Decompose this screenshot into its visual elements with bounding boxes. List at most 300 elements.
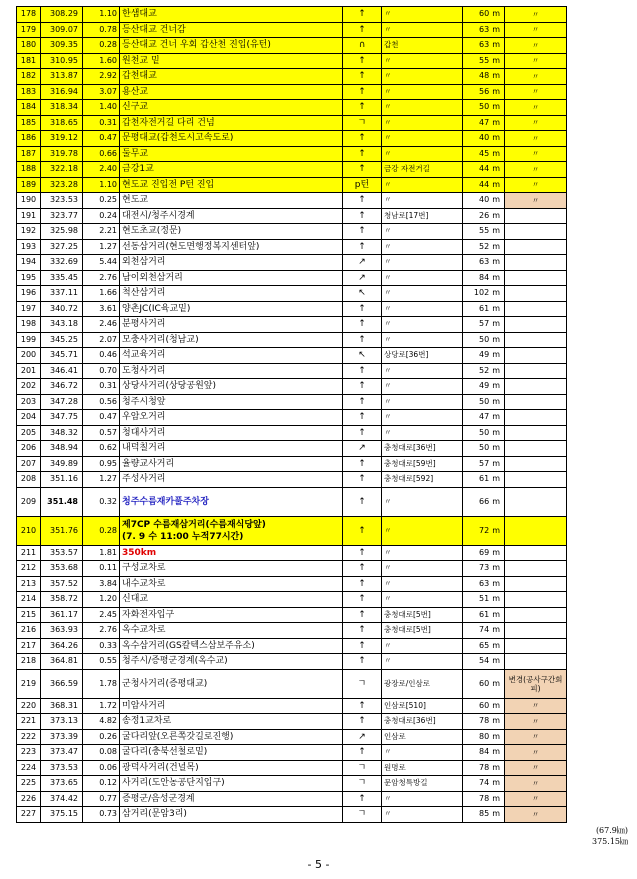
road-width [463, 22, 505, 38]
road-width [463, 516, 505, 545]
direction-arrow: ↑ [343, 654, 382, 670]
row-number: 196 [17, 286, 41, 302]
cumulative-km: 346.72 [41, 379, 83, 395]
width-unit: m [492, 578, 500, 588]
section-distance: (67.9㎞) [595, 826, 628, 835]
road-width [463, 472, 505, 488]
width-unit: m [492, 547, 500, 557]
road-name: 〃 [382, 425, 463, 441]
width-value: 47 [479, 117, 490, 127]
segment-km: 2.46 [83, 317, 120, 333]
place-name [120, 623, 343, 639]
place-label: 남이외천삼거리 [122, 272, 183, 283]
place-name [120, 348, 343, 364]
segment-km: 0.25 [83, 193, 120, 209]
remark: 〃 [505, 100, 567, 116]
road-width [463, 545, 505, 561]
table-row [17, 146, 567, 162]
place-label: 굴다리(충북선철로밑) [122, 747, 208, 758]
segment-km: 0.28 [83, 516, 120, 545]
segment-km: 0.28 [83, 38, 120, 54]
remark: 변경(공사구간회피) [505, 669, 567, 698]
width-value: 60 [479, 700, 490, 710]
road-width [463, 286, 505, 302]
road-name: 〃 [382, 53, 463, 69]
remark [505, 425, 567, 441]
place-name [120, 22, 343, 38]
place-label: 용산교 [122, 86, 149, 97]
place-label: 350km [122, 547, 157, 558]
place-name [120, 224, 343, 240]
road-width [463, 592, 505, 608]
remark: 〃 [505, 745, 567, 761]
remark: 〃 [505, 53, 567, 69]
place-name [120, 193, 343, 209]
road-name: 〃 [382, 301, 463, 317]
width-unit: m [492, 656, 500, 666]
width-value: 84 [479, 747, 490, 757]
table-row [17, 425, 567, 441]
cumulative-km: 309.07 [41, 22, 83, 38]
road-name: 〃 [382, 286, 463, 302]
cumulative-km: 353.68 [41, 561, 83, 577]
cumulative-km: 316.94 [41, 84, 83, 100]
road-width [463, 807, 505, 823]
direction-arrow: ↑ [343, 576, 382, 592]
road-width [463, 745, 505, 761]
remark: 〃 [505, 791, 567, 807]
road-name: 〃 [382, 592, 463, 608]
place-name [120, 472, 343, 488]
road-width [463, 84, 505, 100]
direction-arrow: ↗ [343, 255, 382, 271]
place-label: 옥수교차로 [122, 625, 166, 636]
road-name: 〃 [382, 576, 463, 592]
road-width [463, 38, 505, 54]
cumulative-km: 373.39 [41, 729, 83, 745]
remark [505, 239, 567, 255]
cumulative-km: 373.13 [41, 714, 83, 730]
table-row [17, 654, 567, 670]
width-unit: m [492, 427, 500, 437]
table-row [17, 561, 567, 577]
row-number: 197 [17, 301, 41, 317]
road-width [463, 441, 505, 457]
remark: 〃 [505, 22, 567, 38]
remark: 〃 [505, 776, 567, 792]
road-name: 갑천 [382, 38, 463, 54]
direction-arrow: ↑ [343, 84, 382, 100]
cumulative-km: 361.17 [41, 607, 83, 623]
width-value: 74 [479, 778, 490, 788]
width-unit: m [492, 496, 500, 506]
row-number: 225 [17, 776, 41, 792]
road-name: 〃 [382, 332, 463, 348]
segment-km: 0.32 [83, 487, 120, 516]
road-name: 〃 [382, 545, 463, 561]
segment-km: 1.10 [83, 177, 120, 193]
place-name [120, 332, 343, 348]
width-unit: m [492, 226, 500, 236]
row-number: 202 [17, 379, 41, 395]
row-number: 186 [17, 131, 41, 147]
place-label: 내수교차로 [122, 578, 166, 589]
remark [505, 545, 567, 561]
road-name: 문암청특방길 [382, 776, 463, 792]
width-unit: m [492, 793, 500, 803]
row-number: 191 [17, 208, 41, 224]
segment-km: 1.20 [83, 592, 120, 608]
segment-km: 0.26 [83, 729, 120, 745]
road-name: 〃 [382, 487, 463, 516]
width-value: 26 [479, 210, 490, 220]
cumulative-km: 343.18 [41, 317, 83, 333]
place-label: 증평군/음성군경계 [122, 793, 195, 804]
width-value: 54 [479, 656, 490, 666]
road-name: 〃 [382, 115, 463, 131]
cumulative-km: 347.75 [41, 410, 83, 426]
remark: 〃 [505, 807, 567, 823]
row-number: 185 [17, 115, 41, 131]
place-name [120, 760, 343, 776]
width-value: 66 [479, 496, 490, 506]
segment-km: 0.66 [83, 146, 120, 162]
segment-km: 0.55 [83, 654, 120, 670]
table-row [17, 332, 567, 348]
row-number: 220 [17, 698, 41, 714]
row-number: 207 [17, 456, 41, 472]
table-row [17, 162, 567, 178]
cumulative-km: 319.78 [41, 146, 83, 162]
width-value: 48 [479, 71, 490, 81]
place-name [120, 425, 343, 441]
road-name: 〃 [382, 84, 463, 100]
road-width [463, 456, 505, 472]
width-unit: m [492, 40, 500, 50]
segment-km: 0.73 [83, 807, 120, 823]
width-value: 50 [479, 102, 490, 112]
table-row [17, 729, 567, 745]
cumulative-km: 348.94 [41, 441, 83, 457]
segment-km: 1.78 [83, 669, 120, 698]
road-width [463, 162, 505, 178]
width-value: 78 [479, 793, 490, 803]
table-row [17, 410, 567, 426]
table-row [17, 545, 567, 561]
remark [505, 607, 567, 623]
road-name: 금강 자전거길 [382, 162, 463, 178]
segment-km: 1.66 [83, 286, 120, 302]
width-unit: m [492, 716, 500, 726]
remark [505, 208, 567, 224]
road-width [463, 623, 505, 639]
remark: 〃 [505, 162, 567, 178]
segment-km: 0.46 [83, 348, 120, 364]
width-unit: m [492, 700, 500, 710]
road-name: 상당로[36번] [382, 348, 463, 364]
cumulative-km: 353.57 [41, 545, 83, 561]
segment-km: 1.27 [83, 239, 120, 255]
road-width [463, 425, 505, 441]
direction-arrow: ㄱ [343, 760, 382, 776]
width-value: 57 [479, 458, 490, 468]
place-name [120, 286, 343, 302]
segment-km: 5.44 [83, 255, 120, 271]
row-number: 205 [17, 425, 41, 441]
road-width [463, 776, 505, 792]
road-name: 〃 [382, 379, 463, 395]
table-row [17, 576, 567, 592]
place-label: 신구교 [122, 102, 149, 113]
cumulative-km: 318.34 [41, 100, 83, 116]
table-row [17, 208, 567, 224]
segment-km: 2.40 [83, 162, 120, 178]
road-width [463, 146, 505, 162]
direction-arrow: ↑ [343, 193, 382, 209]
direction-arrow: p턴 [343, 177, 382, 193]
remark [505, 255, 567, 271]
cumulative-km: 351.16 [41, 472, 83, 488]
place-name [120, 638, 343, 654]
road-name: 〃 [382, 394, 463, 410]
segment-km: 3.07 [83, 84, 120, 100]
place-name [120, 607, 343, 623]
width-unit: m [492, 563, 500, 573]
segment-km: 4.82 [83, 714, 120, 730]
place-name [120, 669, 343, 698]
road-width [463, 669, 505, 698]
place-name [120, 791, 343, 807]
road-name: 광장로/인삼로 [382, 669, 463, 698]
road-name: 〃 [382, 791, 463, 807]
road-width [463, 317, 505, 333]
place-name [120, 654, 343, 670]
place-name [120, 576, 343, 592]
road-name: 〃 [382, 255, 463, 271]
width-value: 52 [479, 365, 490, 375]
cumulative-km: 325.98 [41, 224, 83, 240]
width-value: 73 [479, 563, 490, 573]
width-value: 50 [479, 443, 490, 453]
segment-km: 2.45 [83, 607, 120, 623]
place-name [120, 84, 343, 100]
width-value: 80 [479, 731, 490, 741]
width-value: 63 [479, 257, 490, 267]
road-width [463, 177, 505, 193]
row-number: 181 [17, 53, 41, 69]
width-unit: m [492, 809, 500, 819]
table-row [17, 224, 567, 240]
place-label: 금강1교 [122, 164, 154, 175]
direction-arrow: ↑ [343, 623, 382, 639]
width-unit: m [492, 86, 500, 96]
road-width [463, 698, 505, 714]
place-label: 척산삼거리 [122, 288, 166, 299]
road-name: 〃 [382, 224, 463, 240]
width-unit: m [492, 288, 500, 298]
direction-arrow: ↑ [343, 607, 382, 623]
segment-km: 0.08 [83, 745, 120, 761]
road-name: 충청대로[592] [382, 472, 463, 488]
road-width [463, 607, 505, 623]
road-width [463, 714, 505, 730]
road-name: 〃 [382, 69, 463, 85]
row-number: 192 [17, 224, 41, 240]
cumulative-km: 332.69 [41, 255, 83, 271]
table-row [17, 776, 567, 792]
place-label: 둘무교 [122, 148, 149, 159]
width-unit: m [492, 731, 500, 741]
place-name [120, 776, 343, 792]
road-name: 〃 [382, 745, 463, 761]
row-number: 208 [17, 472, 41, 488]
direction-arrow: ↑ [343, 379, 382, 395]
cumulative-km: 364.81 [41, 654, 83, 670]
place-label: 갑천대교 [122, 71, 157, 82]
width-value: 60 [479, 9, 490, 19]
road-width [463, 638, 505, 654]
place-label: 자화전자입구 [122, 609, 175, 620]
width-value: 85 [479, 809, 490, 819]
cumulative-km: 373.47 [41, 745, 83, 761]
remark: 〃 [505, 729, 567, 745]
row-number: 214 [17, 592, 41, 608]
row-number: 209 [17, 487, 41, 516]
width-unit: m [492, 102, 500, 112]
row-number: 212 [17, 561, 41, 577]
width-value: 51 [479, 594, 490, 604]
cumulative-km: 351.76 [41, 516, 83, 545]
row-number: 193 [17, 239, 41, 255]
place-name [120, 38, 343, 54]
place-name [120, 545, 343, 561]
direction-arrow: ㄱ [343, 807, 382, 823]
direction-arrow: ↑ [343, 131, 382, 147]
cumulative-km: 323.53 [41, 193, 83, 209]
place-label: 상당사거리(상당공원앞) [122, 381, 216, 392]
road-name: 〃 [382, 807, 463, 823]
table-row [17, 193, 567, 209]
segment-km: 0.47 [83, 131, 120, 147]
place-name [120, 208, 343, 224]
road-width [463, 394, 505, 410]
direction-arrow: ↑ [343, 714, 382, 730]
width-unit: m [492, 319, 500, 329]
width-value: 61 [479, 474, 490, 484]
place-label: 양촌JC(IC육교밑) [122, 303, 191, 314]
direction-arrow: ↗ [343, 270, 382, 286]
direction-arrow: ↑ [343, 162, 382, 178]
table-row [17, 115, 567, 131]
cumulative-distance: 375.15㎞ [592, 837, 628, 846]
road-name: 〃 [382, 654, 463, 670]
row-number: 224 [17, 760, 41, 776]
road-name: 〃 [382, 146, 463, 162]
segment-km: 0.31 [83, 379, 120, 395]
place-label: 옥수삼거리(GS칼텍스삼보주유소) [122, 640, 255, 651]
segment-km: 0.57 [83, 425, 120, 441]
width-value: 63 [479, 578, 490, 588]
place-label: 내덕칠거리 [122, 443, 166, 454]
width-value: 44 [479, 179, 490, 189]
cumulative-km: 323.77 [41, 208, 83, 224]
table-row [17, 592, 567, 608]
road-width [463, 379, 505, 395]
remark [505, 379, 567, 395]
row-number: 210 [17, 516, 41, 545]
direction-arrow: ↑ [343, 791, 382, 807]
place-name [120, 487, 343, 516]
table-row [17, 177, 567, 193]
cumulative-km: 366.59 [41, 669, 83, 698]
place-label: 외천삼거리 [122, 257, 166, 268]
place-label: 신대교 [122, 594, 149, 605]
place-name [120, 729, 343, 745]
direction-arrow: ↗ [343, 441, 382, 457]
place-label: 석교육거리 [122, 350, 166, 361]
place-name [120, 100, 343, 116]
place-name [120, 270, 343, 286]
table-row [17, 638, 567, 654]
segment-km: 2.76 [83, 270, 120, 286]
table-row [17, 791, 567, 807]
row-number: 198 [17, 317, 41, 333]
road-name: 충청대로[5번] [382, 623, 463, 639]
remark: 〃 [505, 760, 567, 776]
row-number: 179 [17, 22, 41, 38]
place-name [120, 714, 343, 730]
row-number: 211 [17, 545, 41, 561]
cumulative-km: 345.71 [41, 348, 83, 364]
width-value: 72 [479, 525, 490, 535]
road-width [463, 576, 505, 592]
segment-km: 0.06 [83, 760, 120, 776]
width-value: 50 [479, 334, 490, 344]
width-value: 50 [479, 396, 490, 406]
segment-km: 1.72 [83, 698, 120, 714]
cumulative-km: 373.65 [41, 776, 83, 792]
road-name: 〃 [382, 193, 463, 209]
row-number: 194 [17, 255, 41, 271]
place-name [120, 69, 343, 85]
width-value: 49 [479, 381, 490, 391]
route-table [16, 6, 567, 823]
total-distance-note [574, 825, 628, 847]
direction-arrow: ↑ [343, 224, 382, 240]
table-row [17, 100, 567, 116]
remark: 〃 [505, 177, 567, 193]
direction-arrow: ↑ [343, 425, 382, 441]
segment-km: 0.70 [83, 363, 120, 379]
row-number: 187 [17, 146, 41, 162]
table-row [17, 270, 567, 286]
remark [505, 441, 567, 457]
width-unit: m [492, 334, 500, 344]
place-name [120, 745, 343, 761]
direction-arrow: ↑ [343, 698, 382, 714]
segment-km: 0.11 [83, 561, 120, 577]
cumulative-km: 349.89 [41, 456, 83, 472]
place-name [120, 410, 343, 426]
width-value: 63 [479, 24, 490, 34]
width-value: 52 [479, 241, 490, 251]
segment-km: 2.92 [83, 69, 120, 85]
place-name [120, 255, 343, 271]
place-name [120, 592, 343, 608]
width-value: 63 [479, 40, 490, 50]
width-value: 55 [479, 55, 490, 65]
width-unit: m [492, 458, 500, 468]
